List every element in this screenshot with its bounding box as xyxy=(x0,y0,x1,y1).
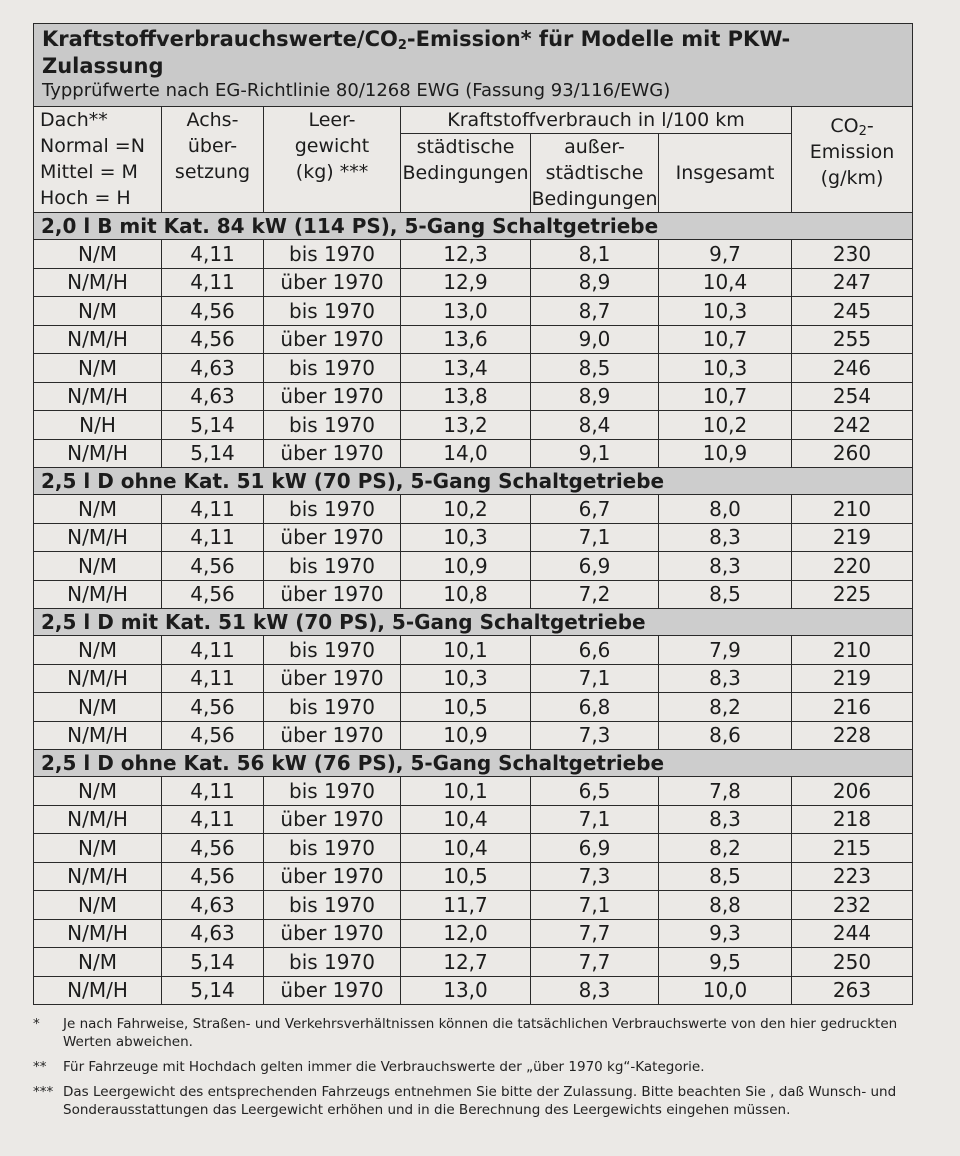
table-cell: 8,1 xyxy=(531,240,659,269)
table-cell: 13,6 xyxy=(401,325,531,354)
table-cell: 8,5 xyxy=(659,580,792,609)
table-row xyxy=(34,523,913,552)
table-cell: 8,5 xyxy=(531,354,659,383)
table-cell: 8,4 xyxy=(531,411,659,440)
table-cell: N/M/H xyxy=(34,523,162,552)
table-cell: bis 1970 xyxy=(264,495,401,524)
table-row xyxy=(34,862,913,891)
table-cell: 8,8 xyxy=(659,891,792,920)
table-cell: 6,9 xyxy=(531,552,659,581)
table-cell: 7,2 xyxy=(531,580,659,609)
table-row xyxy=(34,552,913,581)
table-cell: über 1970 xyxy=(264,721,401,750)
table-cell: bis 1970 xyxy=(264,693,401,722)
header-achsuebersetzung: Achs- über- setzung xyxy=(162,107,264,213)
table-row xyxy=(34,805,913,834)
table-cell: 10,5 xyxy=(401,862,531,891)
footnotes xyxy=(33,1015,913,1126)
table-row xyxy=(34,891,913,920)
table-cell: 244 xyxy=(792,919,913,948)
table-cell: 4,56 xyxy=(162,297,264,326)
table-cell: 8,9 xyxy=(531,268,659,297)
table-cell: N/M xyxy=(34,693,162,722)
table-cell: 13,0 xyxy=(401,297,531,326)
table-cell: 8,3 xyxy=(659,552,792,581)
footnote xyxy=(33,1083,913,1119)
table-cell: 9,7 xyxy=(659,240,792,269)
consumption-table-wrapper xyxy=(33,23,912,1005)
section-header-row xyxy=(34,609,913,636)
table-cell: 230 xyxy=(792,240,913,269)
table-cell: 10,1 xyxy=(401,636,531,665)
table-row xyxy=(34,382,913,411)
table-cell: über 1970 xyxy=(264,382,401,411)
table-cell: 10,7 xyxy=(659,382,792,411)
table-cell: 10,2 xyxy=(659,411,792,440)
table-cell: 6,9 xyxy=(531,834,659,863)
table-cell: 10,9 xyxy=(659,439,792,468)
table-cell: 4,63 xyxy=(162,919,264,948)
table-cell: 8,6 xyxy=(659,721,792,750)
footnote-mark: * xyxy=(33,1016,40,1032)
table-cell: 215 xyxy=(792,834,913,863)
header-row-1 xyxy=(34,107,913,134)
table-cell: 4,11 xyxy=(162,664,264,693)
table-cell: 10,4 xyxy=(401,834,531,863)
section-header-row xyxy=(34,468,913,495)
table-cell: 8,3 xyxy=(531,976,659,1005)
section-title: 2,5 l D mit Kat. 51 kW (70 PS), 5-Gang Schaltgetriebe xyxy=(34,609,913,636)
table-cell: 4,56 xyxy=(162,834,264,863)
table-cell: 228 xyxy=(792,721,913,750)
table-cell: 5,14 xyxy=(162,976,264,1005)
table-cell: 14,0 xyxy=(401,439,531,468)
table-cell: 10,1 xyxy=(401,777,531,806)
section-header-row xyxy=(34,750,913,777)
table-row xyxy=(34,777,913,806)
table-cell: 10,3 xyxy=(401,523,531,552)
consumption-table xyxy=(33,23,913,1005)
header-ausserstaedtisch: außer- städtische Bedingungen xyxy=(531,134,659,213)
section-title: 2,0 l B mit Kat. 84 kW (114 PS), 5-Gang Schaltgetriebe xyxy=(34,213,913,240)
table-cell: über 1970 xyxy=(264,976,401,1005)
table-cell: bis 1970 xyxy=(264,297,401,326)
table-cell: 11,7 xyxy=(401,891,531,920)
table-cell: 6,7 xyxy=(531,495,659,524)
table-title-cell xyxy=(34,24,913,107)
table-cell: 6,8 xyxy=(531,693,659,722)
table-cell: 10,0 xyxy=(659,976,792,1005)
table-cell: N/M/H xyxy=(34,976,162,1005)
table-cell: 12,7 xyxy=(401,948,531,977)
table-cell: 10,4 xyxy=(401,805,531,834)
footnote-text: Das Leergewicht des entsprechenden Fahrzeugs entnehmen Sie bitte der Zulassung. Bitte beachten Sie , daß Wunsch- und Sonderausstattungen das Leergewicht erhöhen und in die Berechnung des Leergewichts eingehen müssen. xyxy=(63,1084,897,1118)
table-cell: 7,3 xyxy=(531,721,659,750)
table-row xyxy=(34,948,913,977)
table-cell: 232 xyxy=(792,891,913,920)
table-cell: 8,2 xyxy=(659,834,792,863)
table-cell: 5,14 xyxy=(162,439,264,468)
table-cell: N/M xyxy=(34,354,162,383)
header-staedtisch: städtische Bedingungen xyxy=(401,134,531,213)
table-cell: 10,3 xyxy=(659,297,792,326)
table-cell: 10,2 xyxy=(401,495,531,524)
table-cell: 8,3 xyxy=(659,805,792,834)
table-cell: über 1970 xyxy=(264,664,401,693)
table-cell: über 1970 xyxy=(264,325,401,354)
table-cell: N/M/H xyxy=(34,862,162,891)
section-title: 2,5 l D ohne Kat. 56 kW (76 PS), 5-Gang Schaltgetriebe xyxy=(34,750,913,777)
table-cell: 4,11 xyxy=(162,268,264,297)
table-row xyxy=(34,834,913,863)
table-cell: 218 xyxy=(792,805,913,834)
table-cell: 247 xyxy=(792,268,913,297)
table-cell: 246 xyxy=(792,354,913,383)
table-cell: 8,5 xyxy=(659,862,792,891)
table-cell: 255 xyxy=(792,325,913,354)
table-cell: bis 1970 xyxy=(264,354,401,383)
table-cell: 5,14 xyxy=(162,411,264,440)
table-cell: 219 xyxy=(792,664,913,693)
table-cell: 7,1 xyxy=(531,664,659,693)
table-cell: 4,11 xyxy=(162,636,264,665)
table-subtitle: Typprüfwerte nach EG-Richtlinie 80/1268 EWG (Fassung 93/116/EWG) xyxy=(42,80,671,101)
table-row xyxy=(34,919,913,948)
table-cell: 7,3 xyxy=(531,862,659,891)
table-cell: 242 xyxy=(792,411,913,440)
table-cell: 210 xyxy=(792,495,913,524)
table-cell: 8,3 xyxy=(659,523,792,552)
table-cell: 12,9 xyxy=(401,268,531,297)
table-cell: N/M/H xyxy=(34,268,162,297)
table-cell: 7,1 xyxy=(531,523,659,552)
table-cell: 223 xyxy=(792,862,913,891)
table-cell: 7,8 xyxy=(659,777,792,806)
table-cell: bis 1970 xyxy=(264,834,401,863)
table-row xyxy=(34,240,913,269)
table-cell: über 1970 xyxy=(264,862,401,891)
table-cell: N/M xyxy=(34,552,162,581)
table-cell: 7,7 xyxy=(531,919,659,948)
table-cell: 10,9 xyxy=(401,552,531,581)
table-cell: N/M xyxy=(34,636,162,665)
table-row xyxy=(34,268,913,297)
table-cell: 4,56 xyxy=(162,552,264,581)
table-row xyxy=(34,325,913,354)
table-row xyxy=(34,636,913,665)
table-cell: bis 1970 xyxy=(264,948,401,977)
table-cell: 260 xyxy=(792,439,913,468)
table-cell: 4,11 xyxy=(162,777,264,806)
table-cell: 4,56 xyxy=(162,862,264,891)
table-cell: über 1970 xyxy=(264,805,401,834)
table-cell: 10,9 xyxy=(401,721,531,750)
table-row xyxy=(34,976,913,1005)
table-cell: 219 xyxy=(792,523,913,552)
table-cell: N/M xyxy=(34,834,162,863)
table-cell: 10,3 xyxy=(401,664,531,693)
table-cell: 8,9 xyxy=(531,382,659,411)
table-cell: 4,11 xyxy=(162,523,264,552)
table-cell: 8,2 xyxy=(659,693,792,722)
section-title: 2,5 l D ohne Kat. 51 kW (70 PS), 5-Gang Schaltgetriebe xyxy=(34,468,913,495)
table-cell: bis 1970 xyxy=(264,552,401,581)
table-cell: N/M/H xyxy=(34,919,162,948)
table-cell: über 1970 xyxy=(264,439,401,468)
table-cell: 4,56 xyxy=(162,580,264,609)
table-cell: N/M/H xyxy=(34,664,162,693)
table-cell: 10,4 xyxy=(659,268,792,297)
table-cell: über 1970 xyxy=(264,919,401,948)
table-cell: 12,3 xyxy=(401,240,531,269)
table-row xyxy=(34,580,913,609)
table-row xyxy=(34,721,913,750)
table-cell: N/M/H xyxy=(34,580,162,609)
footnote-mark: ** xyxy=(33,1059,47,1075)
table-cell: 6,6 xyxy=(531,636,659,665)
table-cell: 7,7 xyxy=(531,948,659,977)
table-cell: 5,14 xyxy=(162,948,264,977)
table-row xyxy=(34,664,913,693)
table-cell: N/M/H xyxy=(34,721,162,750)
table-cell: N/M/H xyxy=(34,439,162,468)
table-row xyxy=(34,411,913,440)
table-cell: 10,3 xyxy=(659,354,792,383)
table-title: Kraftstoffverbrauchswerte/$CO_2-Emission*$ für Modelle mit PKW-Zulassung xyxy=(42,27,791,78)
table-cell: N/M xyxy=(34,777,162,806)
table-cell: N/M xyxy=(34,297,162,326)
table-cell: bis 1970 xyxy=(264,240,401,269)
table-cell: 216 xyxy=(792,693,913,722)
table-cell: 7,1 xyxy=(531,891,659,920)
table-cell: 9,5 xyxy=(659,948,792,977)
table-cell: 9,3 xyxy=(659,919,792,948)
table-cell: 9,1 xyxy=(531,439,659,468)
table-cell: 225 xyxy=(792,580,913,609)
table-cell: N/M/H xyxy=(34,805,162,834)
table-cell: 13,4 xyxy=(401,354,531,383)
table-cell: bis 1970 xyxy=(264,411,401,440)
table-cell: N/H xyxy=(34,411,162,440)
header-dach: Dach** Normal =N Mittel = M Hoch = H xyxy=(34,107,162,213)
table-cell: 8,7 xyxy=(531,297,659,326)
table-cell: 263 xyxy=(792,976,913,1005)
header-leergewicht: Leer- gewicht (kg) *** xyxy=(264,107,401,213)
table-cell: 206 xyxy=(792,777,913,806)
table-cell: 245 xyxy=(792,297,913,326)
header-co2-emission: $CO_2-$ Emission (g/km) xyxy=(792,107,913,213)
footnote xyxy=(33,1015,913,1051)
table-cell: 13,2 xyxy=(401,411,531,440)
table-cell: 6,5 xyxy=(531,777,659,806)
table-cell: 7,9 xyxy=(659,636,792,665)
table-cell: über 1970 xyxy=(264,268,401,297)
table-cell: 4,63 xyxy=(162,891,264,920)
table-cell: 10,7 xyxy=(659,325,792,354)
table-cell: 9,0 xyxy=(531,325,659,354)
table-cell: 210 xyxy=(792,636,913,665)
header-insgesamt: Insgesamt xyxy=(659,134,792,213)
table-cell: 4,63 xyxy=(162,354,264,383)
table-cell: 12,0 xyxy=(401,919,531,948)
table-row xyxy=(34,693,913,722)
table-cell: bis 1970 xyxy=(264,777,401,806)
table-title-row xyxy=(34,24,913,107)
table-cell: bis 1970 xyxy=(264,891,401,920)
table-cell: N/M/H xyxy=(34,325,162,354)
table-cell: 10,8 xyxy=(401,580,531,609)
table-cell: 4,11 xyxy=(162,240,264,269)
table-cell: 8,3 xyxy=(659,664,792,693)
table-cell: N/M xyxy=(34,495,162,524)
table-cell: bis 1970 xyxy=(264,636,401,665)
footnote xyxy=(33,1058,913,1076)
table-row xyxy=(34,354,913,383)
footnote-text: Je nach Fahrweise, Straßen- und Verkehrsverhältnissen können die tatsächlichen Verbrauchswerte von den hier gedruckten Werten abweichen. xyxy=(63,1016,898,1050)
table-row xyxy=(34,439,913,468)
table-cell: 10,5 xyxy=(401,693,531,722)
table-cell: 4,63 xyxy=(162,382,264,411)
table-cell: 8,0 xyxy=(659,495,792,524)
table-cell: 13,0 xyxy=(401,976,531,1005)
table-cell: über 1970 xyxy=(264,523,401,552)
table-cell: 13,8 xyxy=(401,382,531,411)
table-cell: 4,11 xyxy=(162,495,264,524)
table-cell: über 1970 xyxy=(264,580,401,609)
table-cell: N/M xyxy=(34,891,162,920)
footnote-mark: *** xyxy=(33,1084,54,1100)
table-cell: 4,56 xyxy=(162,721,264,750)
table-cell: N/M xyxy=(34,240,162,269)
header-kraftstoffverbrauch: Kraftstoffverbrauch in l/100 km xyxy=(401,107,792,134)
table-cell: 4,56 xyxy=(162,325,264,354)
table-cell: N/M xyxy=(34,948,162,977)
table-row xyxy=(34,297,913,326)
table-cell: 250 xyxy=(792,948,913,977)
table-row xyxy=(34,495,913,524)
table-cell: 220 xyxy=(792,552,913,581)
section-header-row xyxy=(34,213,913,240)
table-cell: 254 xyxy=(792,382,913,411)
table-cell: 7,1 xyxy=(531,805,659,834)
table-cell: 4,11 xyxy=(162,805,264,834)
footnote-text: Für Fahrzeuge mit Hochdach gelten immer die Verbrauchswerte der „über 1970 kg“-Kategorie. xyxy=(63,1059,705,1075)
table-cell: N/M/H xyxy=(34,382,162,411)
table-cell: 4,56 xyxy=(162,693,264,722)
